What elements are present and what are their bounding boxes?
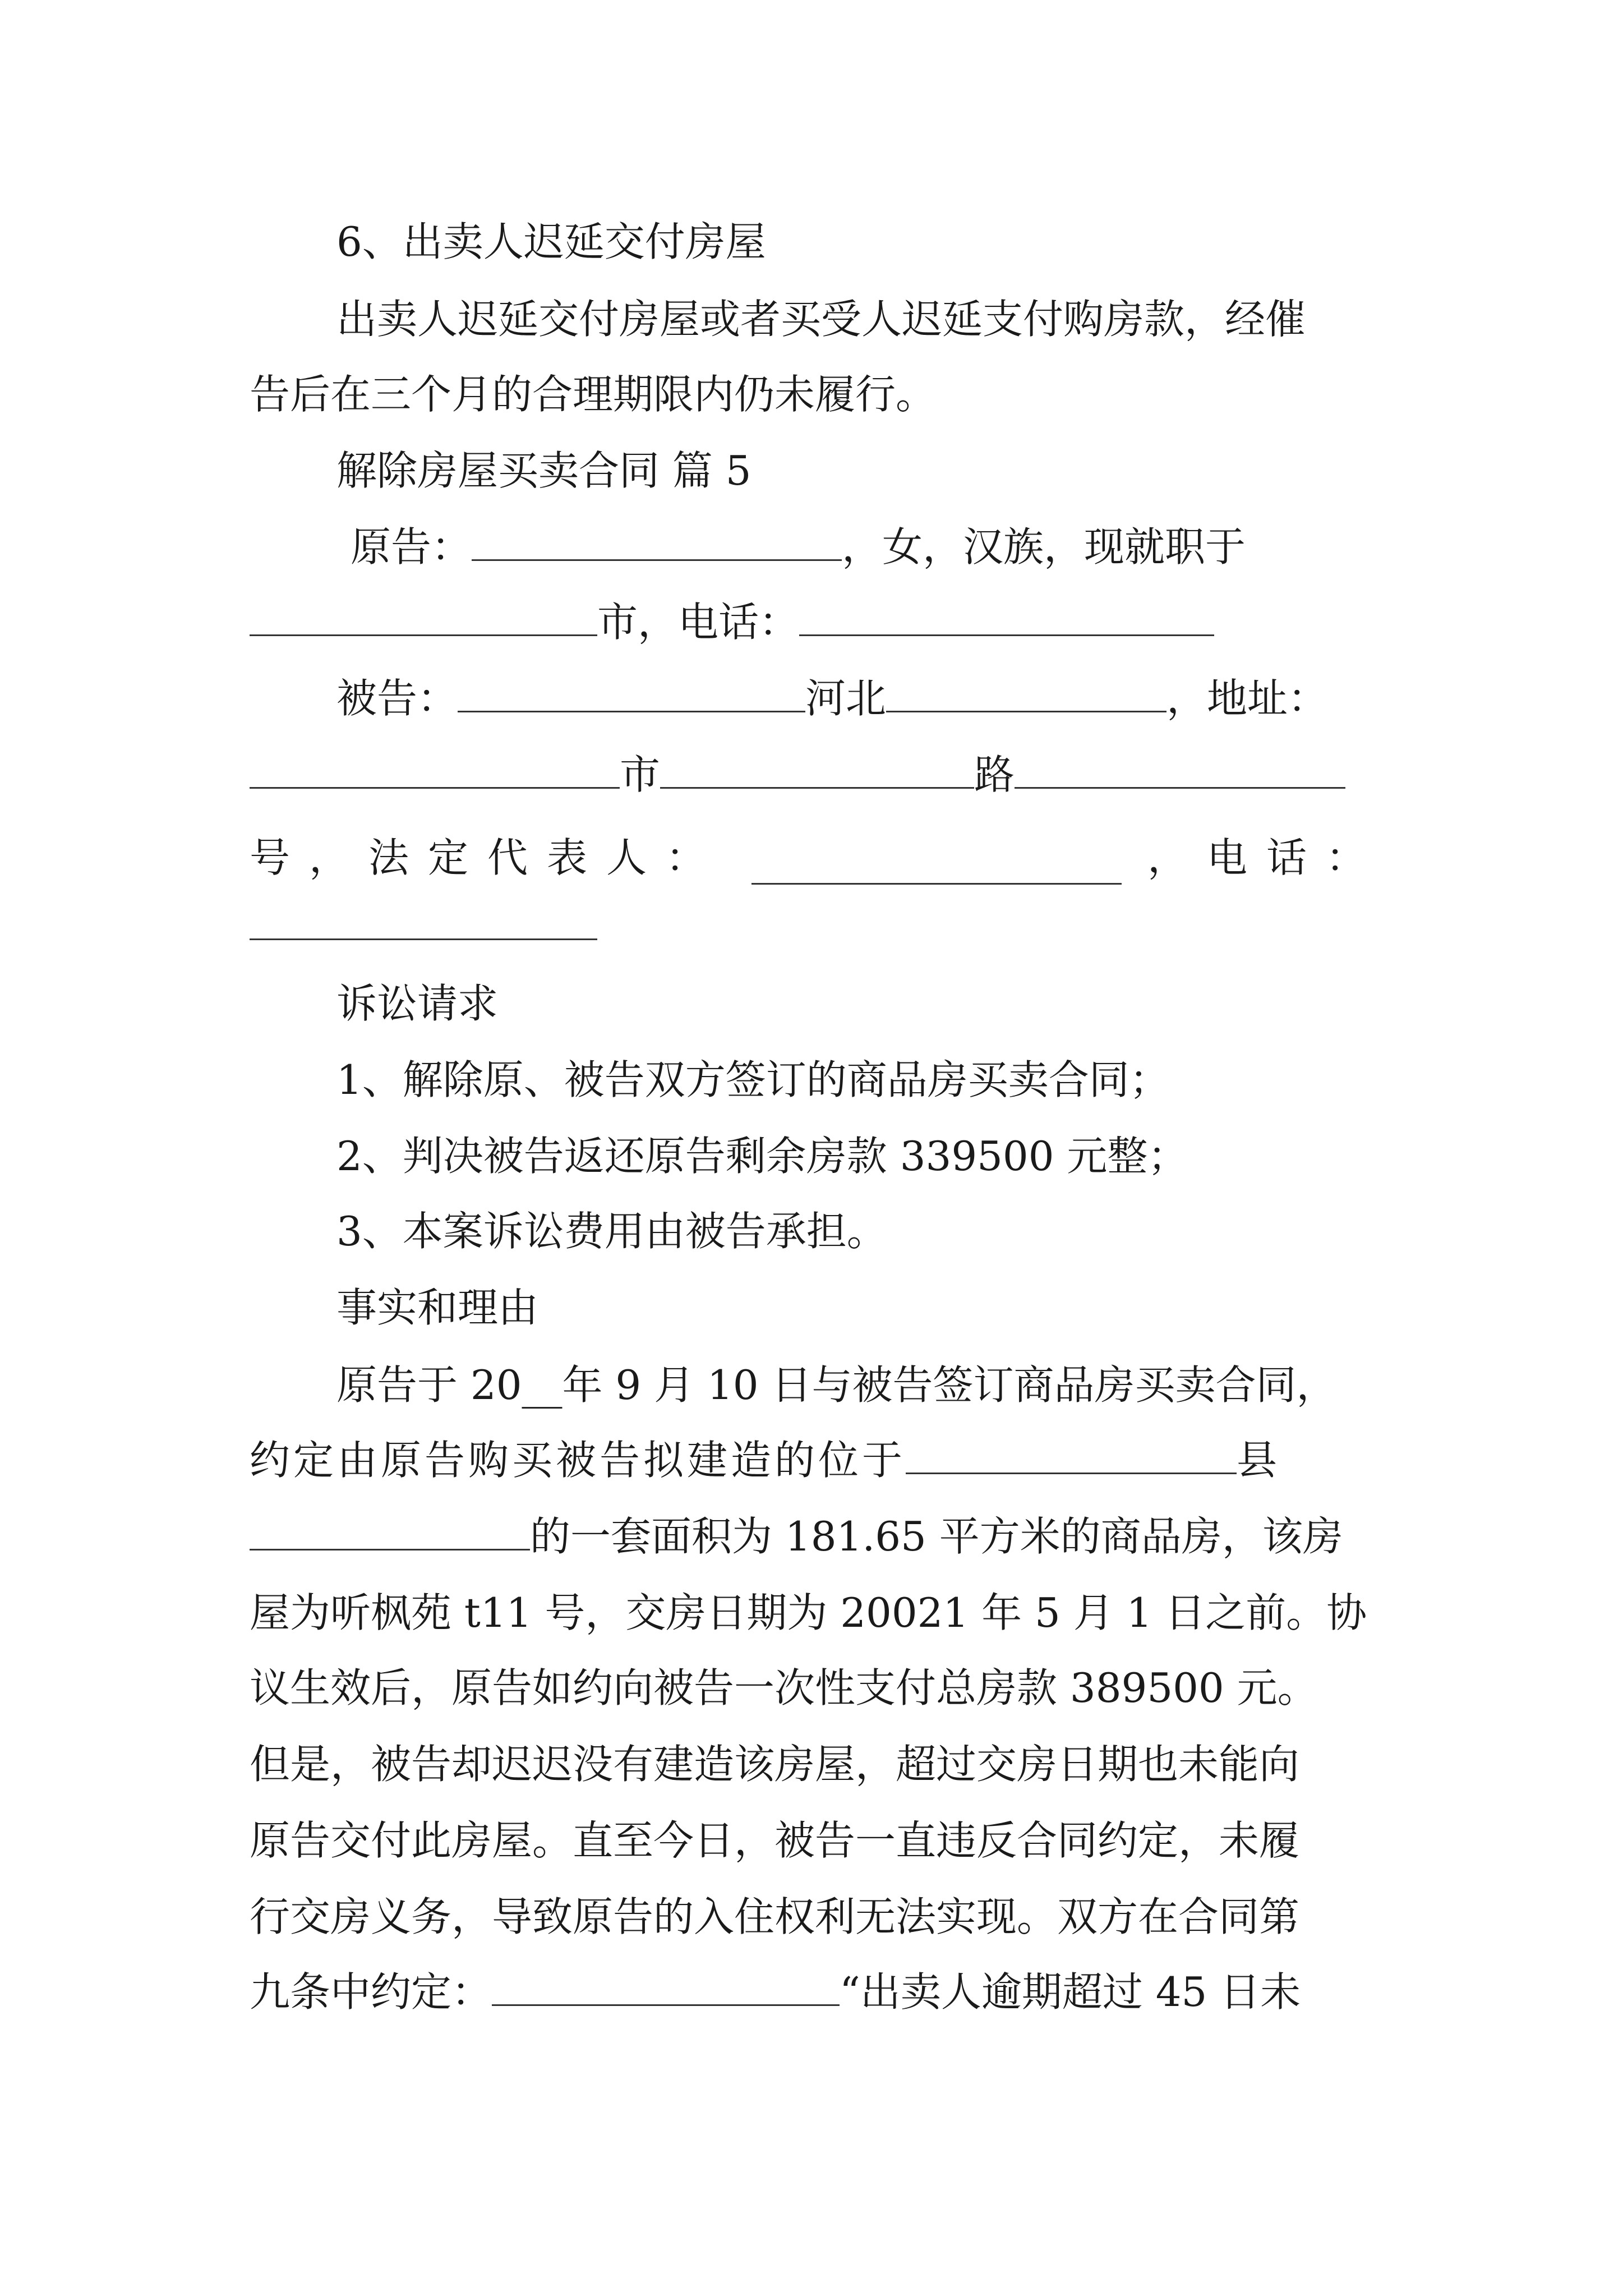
paragraph-line — [0, 1965, 1623, 2027]
list-item — [0, 1053, 1623, 1115]
text: ，女，汉族，现就职于 — [842, 523, 1246, 570]
paragraph-line — [0, 1737, 1623, 1799]
blank-field — [250, 1510, 530, 1550]
text: 行交房义务，导致原告的入住权利无法实现。双方在合同第 — [250, 1893, 1300, 1940]
text: 被告： — [336, 675, 458, 722]
paragraph-line — [0, 1433, 1623, 1495]
text: 九条中约定： — [250, 1968, 492, 2016]
paragraph-line — [0, 1814, 1623, 1875]
blank-field — [799, 595, 1214, 636]
text: 但是，被告却迟迟没有建造该房屋，超过交房日期也未能向 — [250, 1741, 1300, 1788]
blank-field — [250, 748, 620, 789]
text: “出卖人逾期超过 45 日未 — [840, 1968, 1301, 2016]
paragraph-line — [0, 1510, 1623, 1571]
text: 号，法定代表人： — [250, 834, 726, 881]
plaintiff-line — [0, 520, 1623, 582]
text: 事实和理由 — [336, 1284, 539, 1331]
text: 屋为听枫苑 t11 号，交房日期为 20021 年 5 月 1 日之前。协 — [250, 1589, 1367, 1636]
defendant-line — [0, 748, 1623, 809]
section-title — [0, 977, 1623, 1038]
text: 路 — [974, 751, 1015, 798]
paragraph-line — [0, 367, 1623, 429]
list-item — [0, 1204, 1623, 1266]
section-title — [0, 1281, 1623, 1342]
text: 告后在三个月的合理期限内仍未履行。 — [250, 371, 937, 418]
text: ，地址： — [1166, 675, 1329, 722]
text: 2、判决被告返还原告剩余房款 339500 元整； — [336, 1133, 1188, 1180]
blank-line — [0, 899, 1623, 961]
text: 原告： — [351, 523, 472, 570]
text: 解除房屋买卖合同 篇 5 — [336, 447, 751, 494]
blank-field — [906, 1433, 1237, 1474]
paragraph-line — [0, 1358, 1623, 1420]
text: 约定由原告购买被告拟建造的位于 — [250, 1437, 906, 1484]
text: 市 — [620, 751, 661, 798]
text: 6、出卖人迟延交付房屋 — [336, 218, 766, 265]
blank-field — [472, 520, 842, 561]
blank-field — [751, 844, 1122, 885]
plaintiff-line — [0, 595, 1623, 657]
text: ，电话： — [1147, 834, 1385, 881]
paragraph-line — [0, 1890, 1623, 1952]
text: 河北 — [805, 675, 887, 722]
blank-field — [660, 748, 974, 789]
text: 1、解除原、被告双方签订的商品房买卖合同； — [336, 1056, 1170, 1103]
text: 原告交付此房屋。直至今日，被告一直违反合同约定，未履 — [250, 1817, 1300, 1864]
text: 议生效后，原告如约向被告一次性支付总房款 389500 元。 — [250, 1664, 1318, 1711]
blank-field — [250, 595, 597, 636]
text: 的一套面积为 181.65 平方米的商品房，该房 — [530, 1513, 1343, 1560]
paragraph-line — [0, 1586, 1623, 1648]
list-item — [0, 1129, 1623, 1191]
blank-field — [458, 671, 805, 712]
text: 出卖人迟延交付房屋或者买受人迟延支付购房款，经催 — [336, 296, 1306, 343]
heading-item-6 — [0, 215, 1623, 277]
text: 市，电话： — [597, 599, 800, 646]
defendant-line — [0, 671, 1623, 733]
text: 县 — [1237, 1437, 1278, 1484]
blank-field — [492, 1965, 840, 2006]
text: 诉讼请求 — [336, 980, 499, 1027]
blank-field — [250, 899, 597, 940]
paragraph-line — [0, 292, 1623, 354]
defendant-line — [250, 823, 1385, 885]
section-title — [0, 444, 1623, 505]
text: 原告于 20__年 9 月 10 日与被告签订商品房买卖合同， — [336, 1361, 1337, 1409]
blank-field — [886, 671, 1166, 712]
paragraph-line — [0, 1661, 1623, 1723]
text: 3、本案诉讼费用由被告承担。 — [336, 1208, 887, 1255]
blank-field — [1015, 748, 1345, 789]
